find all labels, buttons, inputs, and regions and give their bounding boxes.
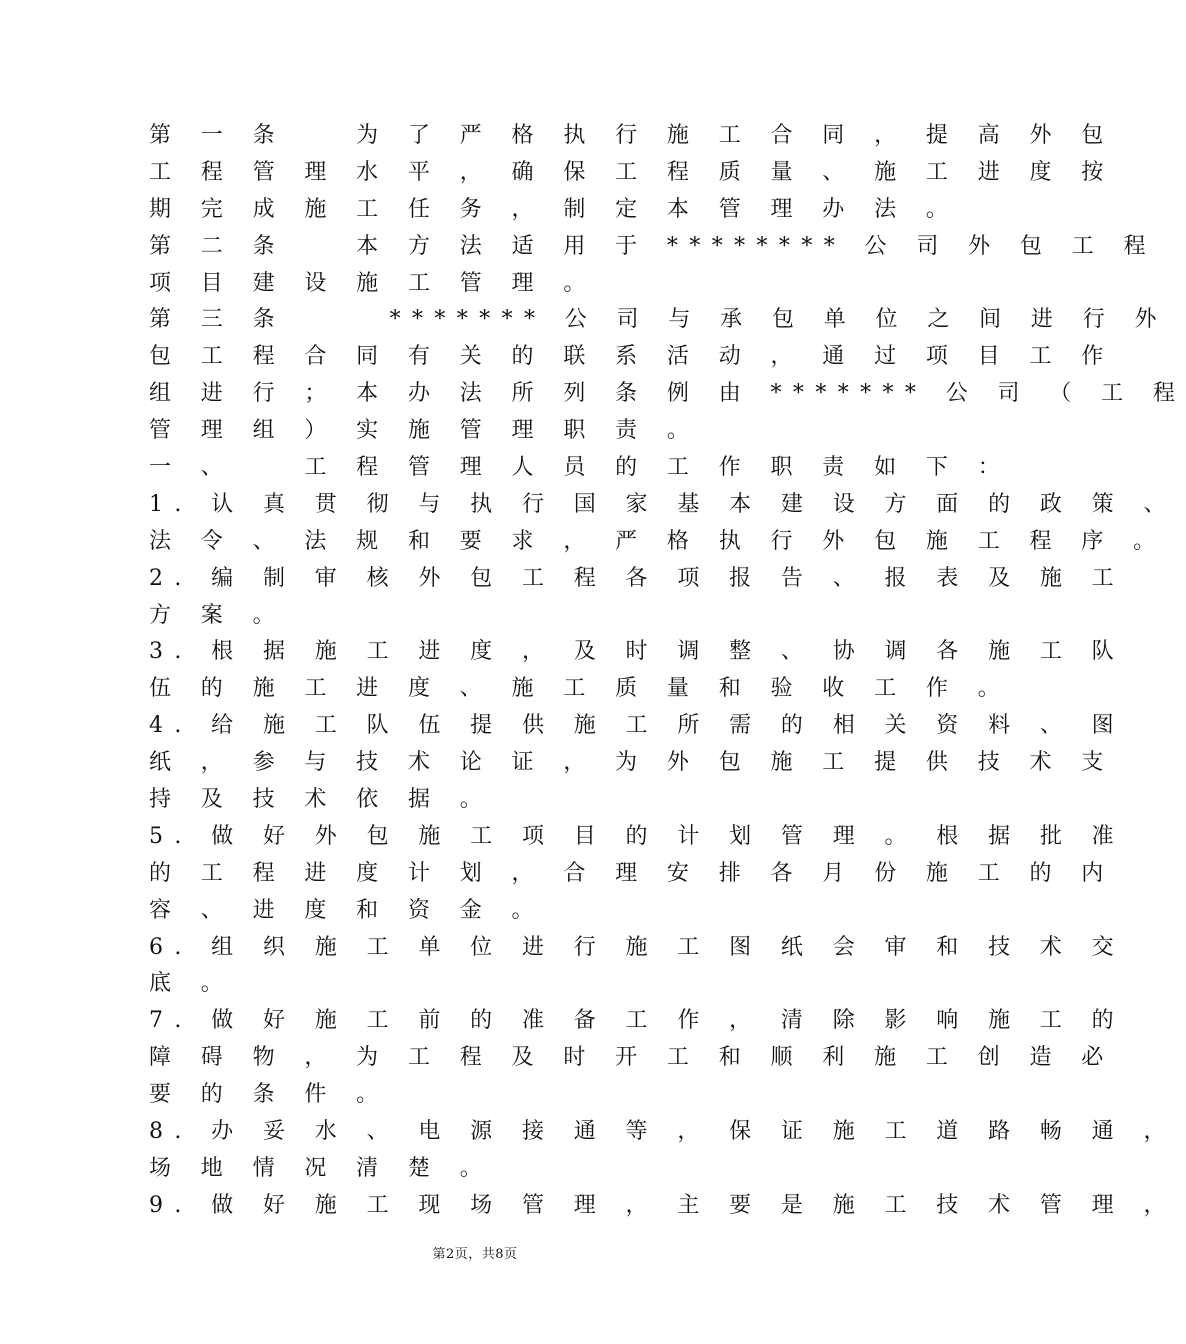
- text-line: 管 理 组 ） 实 施 管 理 职 责 。: [149, 418, 701, 444]
- text-line: 底 。: [149, 971, 235, 997]
- list-item: 6. 组 织 施 工 单 位 进 行 施 工 图 纸 会 审 和 技 术 交: [149, 934, 1126, 960]
- text-line: 组 进 行 ； 本 办 法 所 列 条 例 由 ******* 公 司 （ 工 程: [149, 381, 1186, 407]
- text-line: 第 二 条 本 方 法 适 用 于 ******** 公 司 外 包 工 程: [149, 233, 1157, 259]
- text-line: 场 地 情 况 清 楚 。: [149, 1155, 494, 1181]
- list-item: 8. 办 妥 水 、 电 源 接 通 等 ， 保 证 施 工 道 路 畅 通 ，: [149, 1119, 1177, 1145]
- text-line: 法 令 、 法 规 和 要 求 ， 严 格 执 行 外 包 施 工 程 序 。: [149, 528, 1167, 554]
- text-line: 项 目 建 设 施 工 管 理 。: [149, 270, 597, 296]
- text-line: 要 的 条 件 。: [149, 1082, 390, 1108]
- section-heading: 一 、 工 程 管 理 人 员 的 工 作 职 责 如 下 ：: [149, 455, 1012, 481]
- text-line: 工 程 管 理 水 平 ， 确 保 工 程 质 量 、 施 工 进 度 按: [149, 159, 1115, 185]
- text-line: 持 及 技 术 依 据 。: [149, 787, 494, 813]
- list-item: 1. 认 真 贯 彻 与 执 行 国 家 基 本 建 设 方 面 的 政 策 、: [149, 491, 1177, 517]
- text-line: 期 完 成 施 工 任 务 ， 制 定 本 管 理 办 法 。: [149, 196, 960, 222]
- text-line: 伍 的 施 工 进 度 、 施 工 质 量 和 验 收 工 作 。: [149, 676, 1012, 702]
- text-line: 第 三 条 ******* 公 司 与 承 包 单 位 之 间 进 行 外: [149, 307, 1168, 333]
- text-line: 包 工 程 合 同 有 关 的 联 系 活 动 ， 通 过 项 目 工 作: [149, 344, 1115, 370]
- list-item: 7. 做 好 施 工 前 的 准 备 工 作 ， 清 除 影 响 施 工 的: [149, 1008, 1126, 1034]
- text-line: 障 碍 物 ， 为 工 程 及 时 开 工 和 顺 利 施 工 创 造 必: [149, 1045, 1115, 1071]
- text-line: 纸 ， 参 与 技 术 论 证 ， 为 外 包 施 工 提 供 技 术 支: [149, 750, 1115, 776]
- list-item: 5. 做 好 外 包 施 工 项 目 的 计 划 管 理 。 根 据 批 准: [149, 823, 1126, 849]
- text-line: 第 一 条 为 了 严 格 执 行 施 工 合 同 ， 提 高 外 包: [149, 123, 1115, 148]
- text-line: 方 案 。: [149, 602, 286, 628]
- text-line: 的 工 程 进 度 计 划 ， 合 理 安 排 各 月 份 施 工 的 内: [149, 860, 1115, 886]
- document-body: [149, 118, 1186, 1225]
- text-line: 容 、 进 度 和 资 金 。: [149, 897, 545, 923]
- list-item: 4. 给 施 工 队 伍 提 供 施 工 所 需 的 相 关 资 料 、 图: [149, 713, 1126, 739]
- list-item: 2. 编 制 审 核 外 包 工 程 各 项 报 告 、 报 表 及 施 工: [149, 565, 1126, 591]
- page-footer: 第2页，共8页: [432, 1247, 518, 1262]
- list-item: 3. 根 据 施 工 进 度 ， 及 时 调 整 、 协 调 各 施 工 队: [149, 639, 1126, 665]
- list-item: 9. 做 好 施 工 现 场 管 理 ， 主 要 是 施 工 技 术 管 理 ，: [149, 1192, 1177, 1218]
